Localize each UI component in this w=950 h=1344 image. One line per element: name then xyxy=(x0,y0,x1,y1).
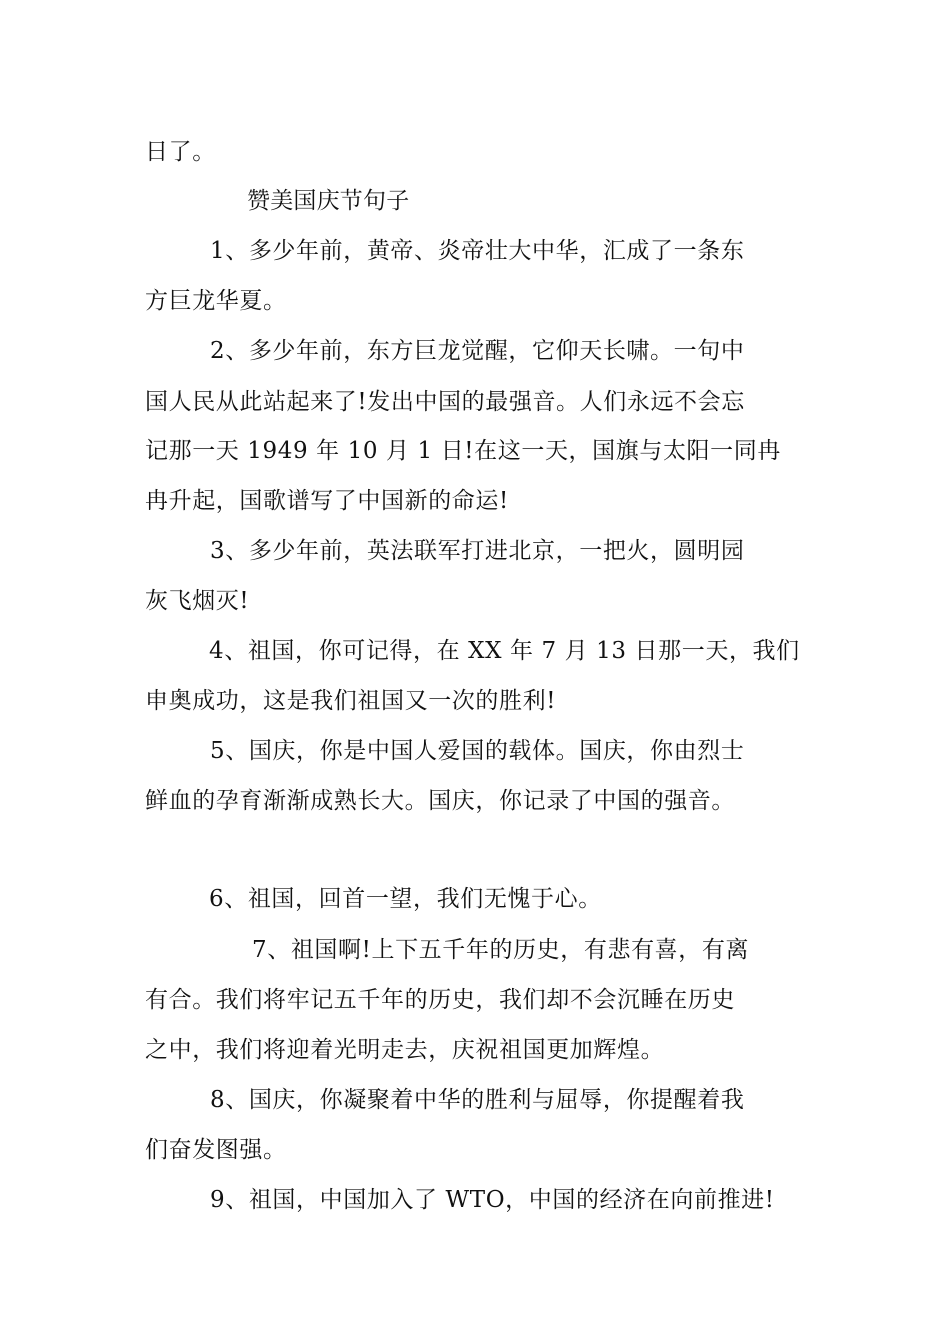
item-2-line-2: 国人民从此站起来了!发出中国的最强音。人们永远不会忘 xyxy=(145,389,745,415)
item-3-line-1: 3、多少年前，英法联军打进北京，一把火，圆明园 xyxy=(210,538,745,564)
item-3-line-2: 灰飞烟灭! xyxy=(145,588,250,614)
item-6-line-1: 6、祖国，回首一望，我们无愧于心。 xyxy=(209,886,602,912)
item-2-line-4: 冉升起，国歌谱写了中国新的命运! xyxy=(145,488,509,514)
item-8-line-2: 们奋发图强。 xyxy=(145,1137,287,1163)
item-7-line-2: 有合。我们将牢记五千年的历史，我们却不会沉睡在历史 xyxy=(145,987,735,1013)
item-1-line-2: 方巨龙华夏。 xyxy=(145,288,287,314)
item-1-line-1: 1、多少年前，黄帝、炎帝壮大中华，汇成了一条东 xyxy=(210,238,745,264)
item-9-line-1: 9、祖国，中国加入了 WTO，中国的经济在向前推进! xyxy=(210,1187,775,1213)
item-2-line-1: 2、多少年前，东方巨龙觉醒，它仰天长啸。一句中 xyxy=(210,338,745,364)
text-line-continuation: 日了。 xyxy=(145,139,216,165)
item-7-line-1: 7、祖国啊!上下五千年的历史，有悲有喜，有离 xyxy=(252,937,750,963)
item-7-line-3: 之中，我们将迎着光明走去，庆祝祖国更加辉煌。 xyxy=(145,1037,665,1063)
item-4-line-2: 申奥成功，这是我们祖国又一次的胜利! xyxy=(145,688,557,714)
item-8-line-1: 8、国庆，你凝聚着中华的胜利与屈辱，你提醒着我 xyxy=(210,1087,745,1113)
section-heading: 赞美国庆节句子 xyxy=(247,188,410,214)
item-2-line-3: 记那一天 1949 年 10 月 1 日!在这一天，国旗与太阳一同冉 xyxy=(145,438,781,464)
item-5-line-1: 5、国庆，你是中国人爱国的载体。国庆，你由烈士 xyxy=(210,738,745,764)
item-5-line-2: 鲜血的孕育渐渐成熟长大。国庆，你记录了中国的强音。 xyxy=(145,788,735,814)
item-4-line-1: 4、祖国，你可记得，在 XX 年 7 月 13 日那一天，我们 xyxy=(209,638,800,664)
